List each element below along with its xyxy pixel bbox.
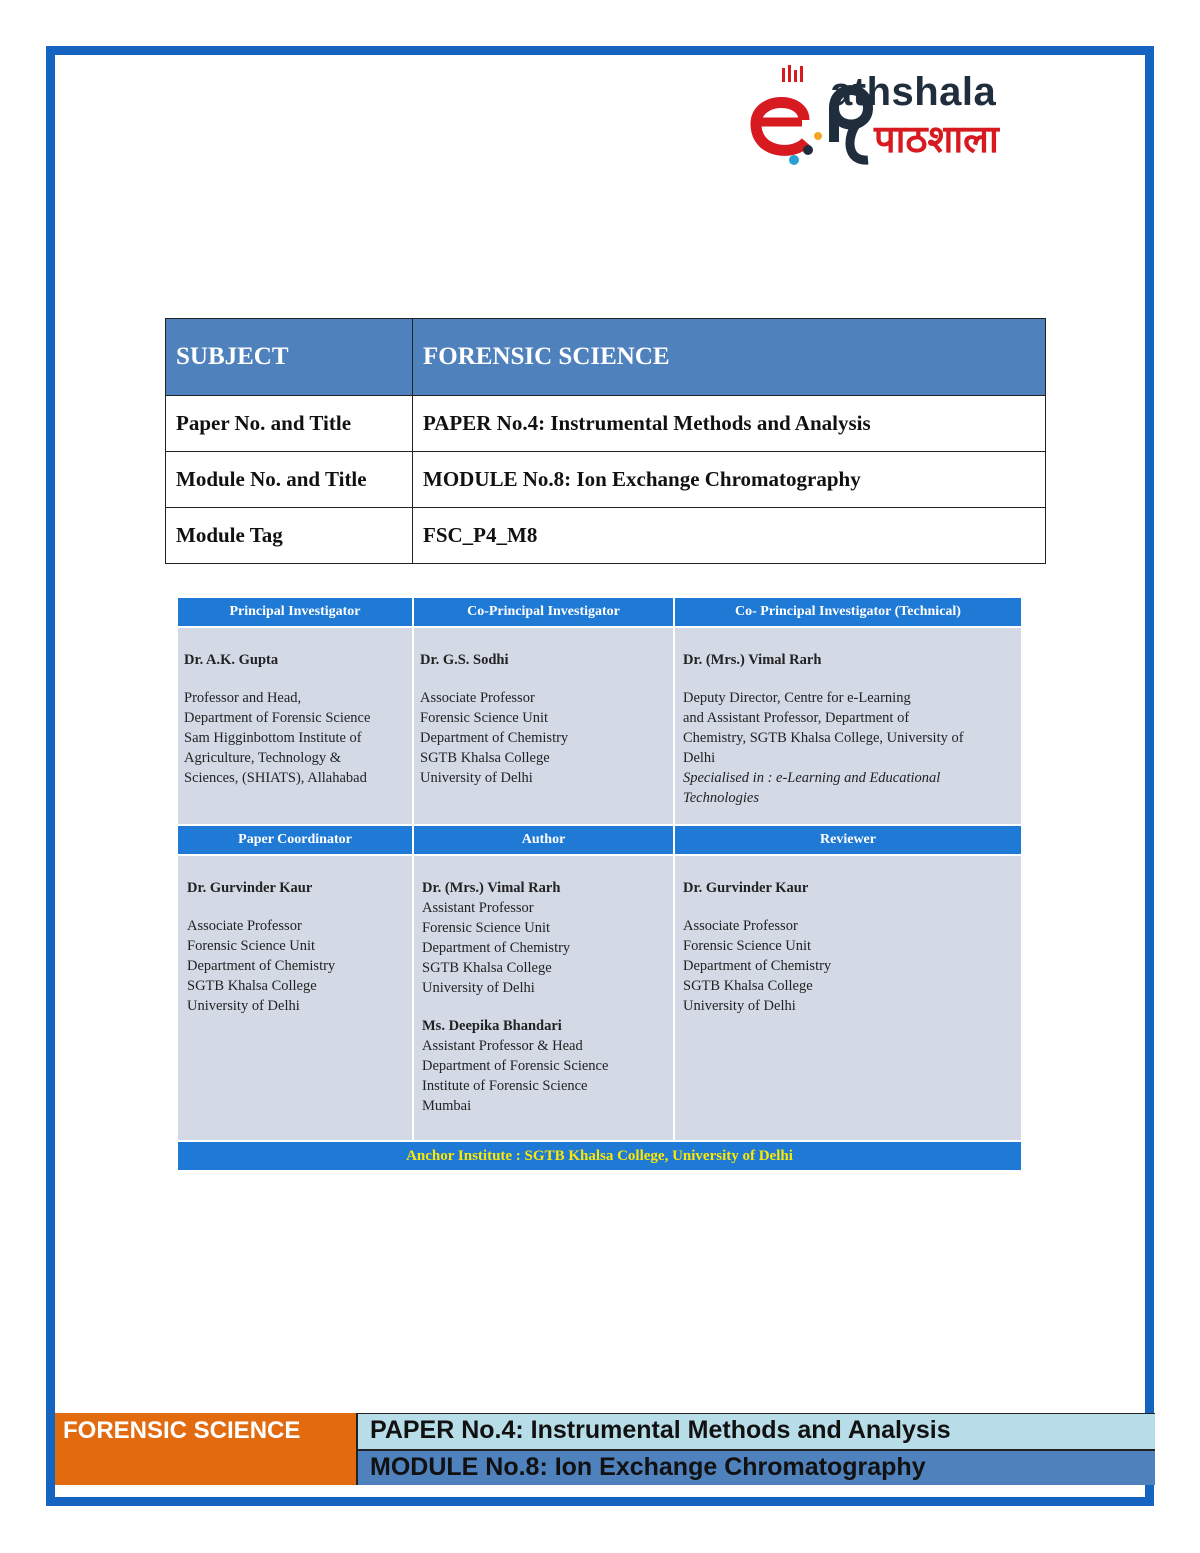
- affiliation-line: SGTB Khalsa College: [420, 750, 550, 766]
- row-value: MODULE No.8: Ion Exchange Chromatography: [413, 452, 1046, 508]
- person-name: Dr. A.K. Gupta: [184, 652, 279, 668]
- affiliation-line: Deputy Director, Centre for e-Learning: [683, 690, 911, 706]
- affiliation-line: Department of Forensic Science: [422, 1058, 609, 1074]
- person-name: Dr. Gurvinder Kaur: [683, 880, 809, 896]
- page-footer: [55, 1413, 1155, 1485]
- footer-subject: [55, 1413, 356, 1485]
- footer-module-text: MODULE No.8: Ion Exchange Chromatography: [370, 1453, 926, 1481]
- affiliation-line: SGTB Khalsa College: [683, 978, 813, 994]
- affiliation-line: Assistant Professor & Head: [422, 1038, 583, 1054]
- affiliation-line: Institute of Forensic Science: [422, 1078, 588, 1094]
- table-header-row: [166, 319, 1046, 396]
- affiliation-line: University of Delhi: [420, 770, 533, 786]
- person-name: Dr. (Mrs.) Vimal Rarh: [683, 652, 822, 668]
- footer-subject-text: FORENSIC SCIENCE: [63, 1417, 301, 1444]
- footer-paper: [356, 1413, 1155, 1449]
- affiliation-line: Mumbai: [422, 1098, 472, 1114]
- affiliation-line: Department of Forensic Science: [184, 710, 371, 726]
- credit-card: [178, 628, 412, 824]
- affiliation-line: Delhi: [683, 750, 716, 766]
- subject-value: FORENSIC SCIENCE: [413, 319, 1046, 396]
- role-header: Co- Principal Investigator (Technical): [675, 598, 1021, 626]
- logo-text-en: athshala: [830, 70, 997, 114]
- credit-card: [414, 856, 673, 1140]
- credit-card: [414, 628, 673, 824]
- affiliation-line: Forensic Science Unit: [420, 710, 549, 726]
- footer-paper-text: PAPER No.4: Instrumental Methods and Analysis: [370, 1416, 951, 1444]
- affiliation-line: and Assistant Professor, Department of: [683, 710, 910, 726]
- person-name: Dr. G.S. Sodhi: [420, 652, 509, 668]
- affiliation-line: Chemistry, SGTB Khalsa College, University of: [683, 730, 964, 746]
- logo-text-hi: पाठशाला: [874, 117, 999, 161]
- credit-card: [178, 856, 412, 1140]
- affiliation-line: SGTB Khalsa College: [187, 978, 317, 994]
- affiliation-line: Sciences, (SHIATS), Allahabad: [184, 770, 367, 786]
- affiliation-line: University of Delhi: [187, 998, 300, 1014]
- affiliation-line: Sam Higginbottom Institute of: [184, 730, 362, 746]
- credit-card: [675, 856, 1021, 1140]
- person-name: Ms. Deepika Bhandari: [422, 1018, 562, 1034]
- affiliation-line: University of Delhi: [422, 980, 535, 996]
- role-header: Co-Principal Investigator: [414, 598, 673, 626]
- affiliation-line: Assistant Professor: [422, 900, 534, 916]
- footer-module: [356, 1449, 1155, 1485]
- affiliation-line: Department of Chemistry: [420, 730, 569, 746]
- credit-card: [675, 628, 1021, 824]
- table-row: [166, 508, 1046, 564]
- affiliation-line: University of Delhi: [683, 998, 796, 1014]
- affiliation-line: Department of Chemistry: [683, 958, 832, 974]
- affiliation-line: Forensic Science Unit: [683, 938, 812, 954]
- table-row: [166, 452, 1046, 508]
- subject-label: SUBJECT: [166, 319, 413, 396]
- person-name: Dr. Gurvinder Kaur: [187, 880, 313, 896]
- role-header: Reviewer: [675, 826, 1021, 854]
- affiliation-line: Forensic Science Unit: [422, 920, 551, 936]
- affiliation-line: Agriculture, Technology &: [184, 750, 341, 766]
- affiliation-line: Associate Professor: [683, 918, 798, 934]
- row-label: Module Tag: [166, 508, 413, 564]
- affiliation-line: Associate Professor: [420, 690, 535, 706]
- module-info-table: [165, 318, 1046, 564]
- person-name: Dr. (Mrs.) Vimal Rarh: [422, 880, 561, 896]
- affiliation-line: SGTB Khalsa College: [422, 960, 552, 976]
- affiliation-line: Department of Chemistry: [422, 940, 571, 956]
- affiliation-line: Professor and Head,: [184, 690, 302, 706]
- role-header: Principal Investigator: [178, 598, 412, 626]
- row-value: PAPER No.4: Instrumental Methods and Analysis: [413, 396, 1046, 452]
- row-label: Module No. and Title: [166, 452, 413, 508]
- anchor-institute-bar: Anchor Institute : SGTB Khalsa College, University of Delhi: [178, 1142, 1021, 1170]
- row-label: Paper No. and Title: [166, 396, 413, 452]
- role-header: Author: [414, 826, 673, 854]
- specialisation-note: Specialised in : e-Learning and Educational Technologies: [683, 770, 941, 806]
- role-header: Paper Coordinator: [178, 826, 412, 854]
- credits-grid: [178, 598, 1021, 1170]
- table-row: [166, 396, 1046, 452]
- epathshala-logo: [748, 62, 1100, 170]
- affiliation-line: Associate Professor: [187, 918, 302, 934]
- row-value: FSC_P4_M8: [413, 508, 1046, 564]
- affiliation-line: Forensic Science Unit: [187, 938, 316, 954]
- affiliation-line: Department of Chemistry: [187, 958, 336, 974]
